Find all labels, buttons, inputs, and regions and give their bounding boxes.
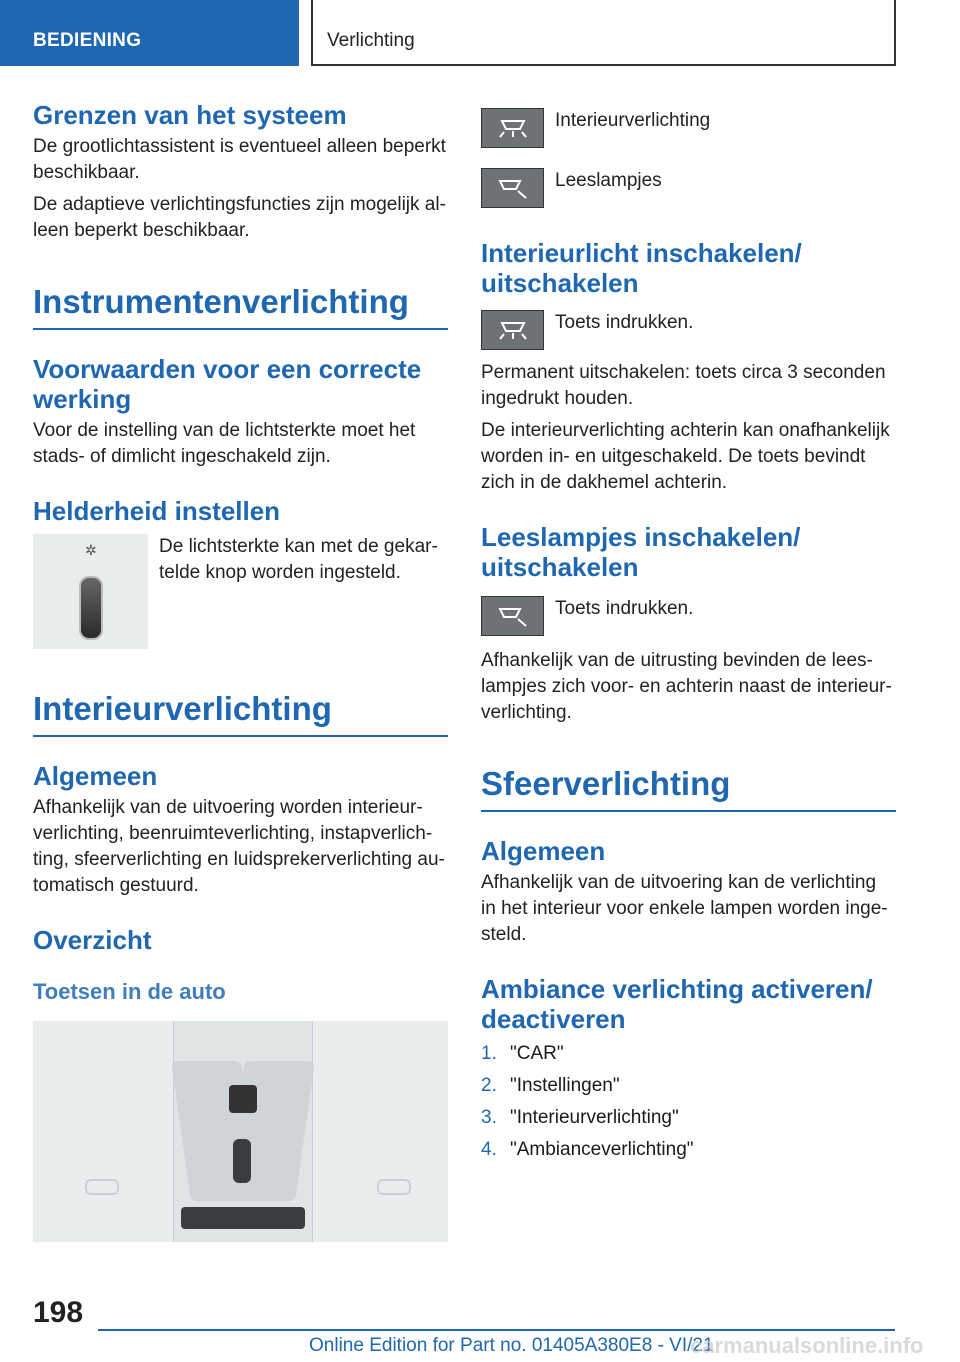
reading-light-icon xyxy=(481,168,544,208)
list-item: 4. "Ambianceverlichting" xyxy=(481,1139,694,1160)
list-item: 2. "Instellingen" xyxy=(481,1075,620,1096)
dimmer-wheel xyxy=(79,576,103,640)
heading-leeslampjes-aan: Leeslampjes inschakelen/ uitschakelen xyxy=(481,522,801,582)
paragraph: Afhankelijk van de uitrusting bevinden de lees-lampjes zich voor- en achterin naast de interieur-verlichting. xyxy=(481,650,892,723)
interior-light-icon xyxy=(481,108,544,148)
paragraph: De grootlichtassistent is eventueel alleen beperkt beschikbaar. xyxy=(33,136,446,183)
lees-icon-row xyxy=(481,168,896,208)
light-buttons-strip xyxy=(181,1207,305,1229)
icon-label: Leeslampjes xyxy=(555,170,662,191)
dimmer-sun-icon: ✲ xyxy=(85,542,97,558)
page-number: 198 xyxy=(33,1296,84,1329)
paragraph: Voor de instelling van de lichtsterkte moet het stads- of dimlicht ingeschakeld zijn. xyxy=(33,420,416,467)
footer-edition: Online Edition for Part no. 01405A380E8 - VI/21 xyxy=(309,1335,714,1356)
sos-button-image xyxy=(229,1085,257,1113)
paragraph: Afhankelijk van de uitvoering kan de verlichting in het interieur voor enkele lampen worden inge-steld. xyxy=(481,872,888,945)
heading-grenzen: Grenzen van het systeem xyxy=(33,100,347,130)
helderheid-row xyxy=(33,534,448,649)
heading-algemeen: Algemeen xyxy=(33,761,158,791)
icon-label: Interieurverlichting xyxy=(555,110,711,131)
paragraph: Toets indrukken. xyxy=(555,598,694,619)
footer-divider xyxy=(98,1329,895,1331)
heading-interieurverlichting: Interieurverlichting xyxy=(33,689,448,737)
heading-overzicht: Overzicht xyxy=(33,925,152,955)
heading-algemeen: Algemeen xyxy=(481,836,606,866)
heading-sfeerverlichting: Sfeerverlichting xyxy=(481,764,896,812)
middle-buttons-image xyxy=(233,1139,251,1183)
paragraph: Afhankelijk van de uitvoering worden interieur-verlichting, beenruimteverlichting, instapverlich-ting, sfeerverlichting en luidsprekerverlichting au-tomatisch gestuurd. xyxy=(33,797,445,896)
heading-ambiance: Ambiance verlichting activeren/ deactiveren xyxy=(481,974,873,1034)
paragraph: De lichtsterkte kan met de gekar-telde knop worden ingesteld. xyxy=(159,536,438,583)
list-item: 1. "CAR" xyxy=(481,1043,564,1064)
grab-handle-left xyxy=(85,1179,119,1195)
heading-instrumentenverlichting: Instrumentenverlichting xyxy=(33,282,448,330)
reading-light-icon xyxy=(481,596,544,636)
lees-toets-row xyxy=(481,596,896,636)
grab-handle-right xyxy=(377,1179,411,1195)
watermark: carmanualsonline.info xyxy=(690,1333,924,1358)
paragraph: De interieurverlichting achterin kan onafhankelijk worden in- en uitgeschakeld. De toets bevindt zich in de dakhemel achterin. xyxy=(481,420,890,493)
paragraph: De adaptieve verlichtingsfuncties zijn mogelijk al-leen beperkt beschikbaar. xyxy=(33,194,446,241)
heading-helderheid: Helderheid instellen xyxy=(33,496,281,526)
section-tab: BEDIENING xyxy=(0,0,299,66)
interieur-icon-row xyxy=(481,108,896,148)
steps-list xyxy=(481,1038,896,1166)
dimmer-knob-image xyxy=(33,534,148,649)
ceiling-console-image xyxy=(33,1021,448,1242)
left-column xyxy=(33,100,448,1242)
list-item: 3. "Interieurverlichting" xyxy=(481,1107,679,1128)
interieur-toets-row xyxy=(481,310,896,350)
heading-voorwaarden: Voorwaarden voor een correcte werking xyxy=(33,354,422,414)
interior-light-icon xyxy=(481,310,544,350)
right-column xyxy=(481,108,896,1166)
heading-interieurlicht-aan: Interieurlicht inschakelen/ uitschakelen xyxy=(481,238,802,298)
heading-toetsen: Toetsen in de auto xyxy=(33,979,226,1004)
paragraph: Toets indrukken. xyxy=(555,312,694,333)
chapter-title: Verlichting xyxy=(311,0,896,66)
paragraph: Permanent uitschakelen: toets circa 3 seconden ingedrukt houden. xyxy=(481,362,886,409)
